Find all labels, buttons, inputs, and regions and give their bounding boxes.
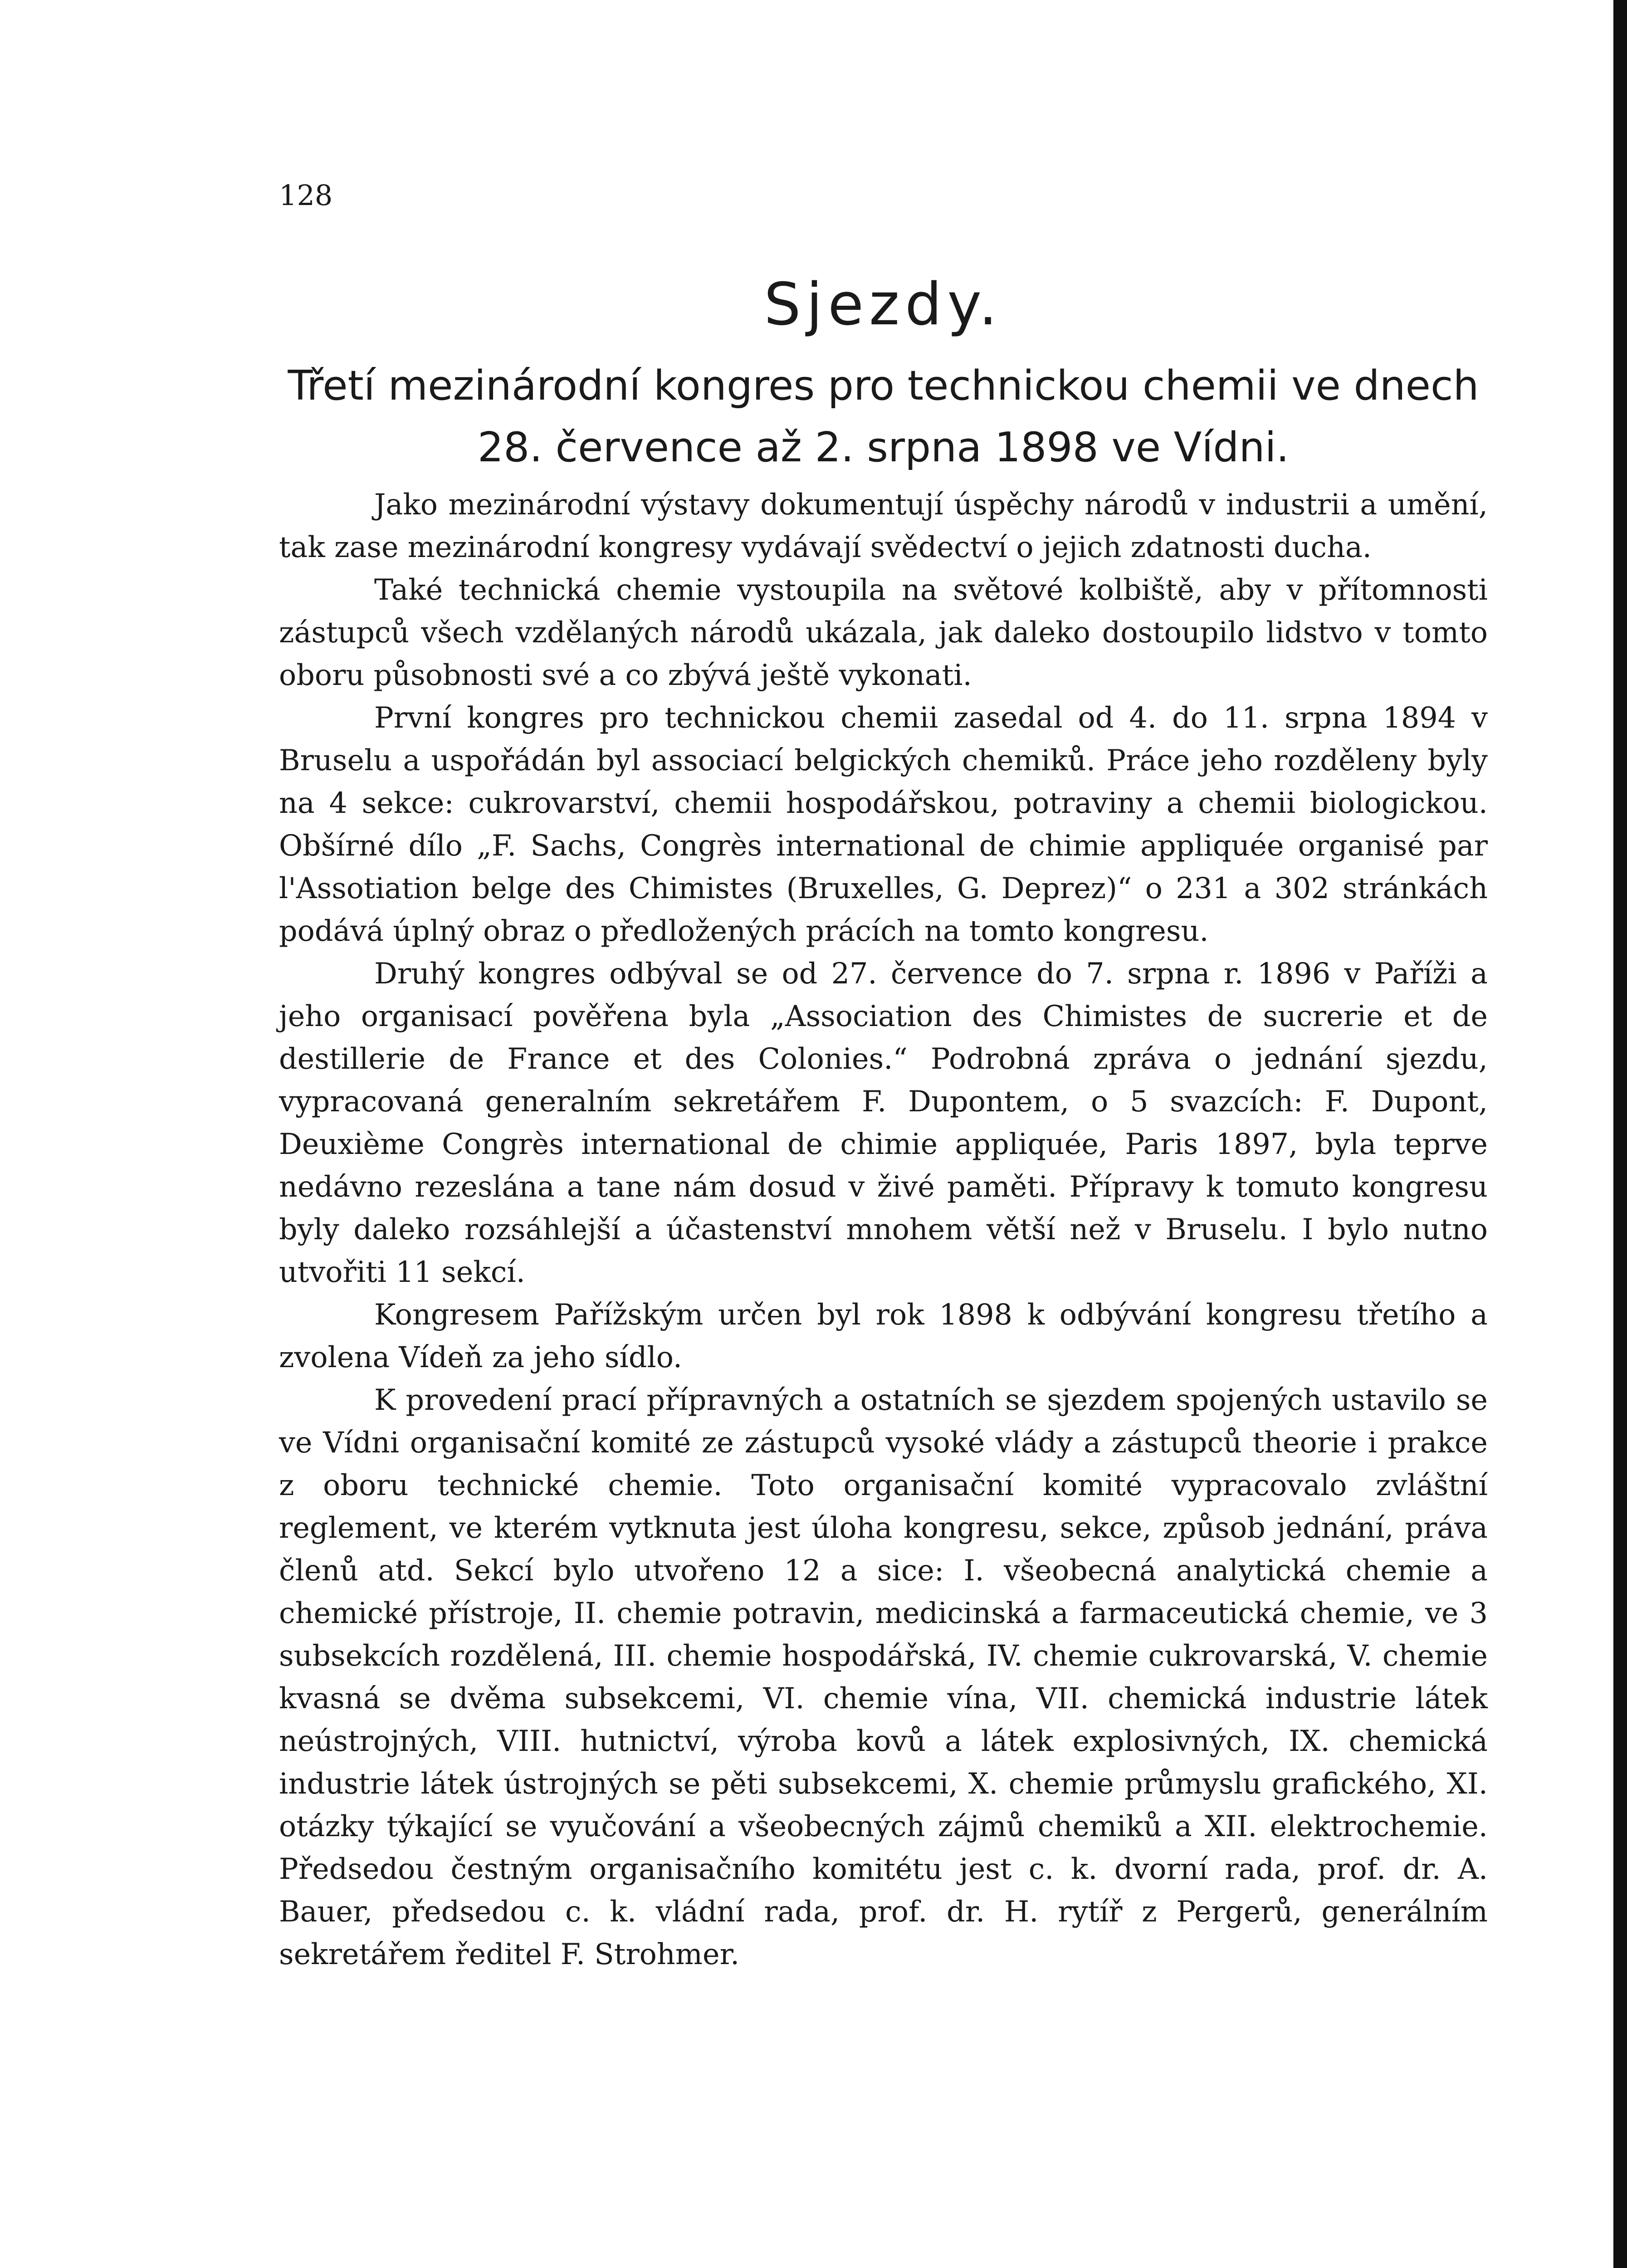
article-title-line-2: 28. července až 2. srpna 1898 ve Vídni. (477, 423, 1290, 471)
article-title-line-1: Třetí mezinárodní kongres pro technickou chemii ve dnech (288, 362, 1479, 410)
scan-border (1613, 0, 1627, 2268)
paragraph: Druhý kongres odbýval se od 27. července do 7. srpna r. 1896 v Paříži a jeho organisací pověřena byla „Association des Chimistes de sucrerie et de destillerie de France et des Colonies.“ Podrobná zpráva o jednání sjezdu, vypracovaná generalním sekretářem F. Dupontem, o 5 svazcích: F. Dupont, Deuxième Congrès international de chimie appliquée, Paris 1897, byla teprve nedávno rezeslána a tane nám dosud v živé paměti. Přípravy k tomuto kongresu byly daleko rozsáhlejší a účastenství mnohem větší než v Bruselu. I bylo nutno utvořiti 11 sekcí. (279, 956, 1488, 1289)
article-body (279, 483, 1488, 1975)
paragraph: Jako mezinárodní výstavy dokumentují úspěchy národů v industrii a umění, tak zase mezinárodní kongresy vydávají svědectví o jejich zdatnosti ducha. (279, 487, 1488, 564)
paragraph: První kongres pro technickou chemii zasedal od 4. do 11. srpna 1894 v Bruselu a uspořádán byl associací belgických chemiků. Práce jeho rozděleny byly na 4 sekce: cukrovarství, chemii hospodářskou, potraviny a chemii biologickou. Obšírné dílo „F. Sachs, Congrès international de chimie appliquée organisé par l'Assotiation belge des Chimistes (Bruxelles, G. Deprez)“ o 231 a 302 stránkách podává úplný obraz o předložených prácích na tomto kongresu. (279, 700, 1488, 948)
article-title (279, 355, 1488, 479)
paragraph: K provedení prací přípravných a ostatních se sjezdem spojených ustavilo se ve Vídni organisační komité ze zástupců vysoké vlády a zástupců theorie i prakce z oboru technické chemie. Toto organisační komité vypracovalo zvláštní reglement, ve kterém vytknuta jest úloha kongresu, sekce, způsob jednání, práva členů atd. Sekcí bylo utvořeno 12 a sice: I. všeobecná analytická chemie a chemické přístroje, II. chemie potravin, medicinská a farmaceutická chemie, ve 3 subsekcích rozdělená, III. chemie hospodářská, IV. chemie cukrovarská, V. chemie kvasná se dvěma subsekcemi, VI. chemie vína, VII. chemická industrie látek neústrojných, VIII. hutnictví, výroba kovů a látek explosivných, IX. chemická industrie látek ústrojných se pěti subsekcemi, X. chemie průmyslu grafického, XI. otázky týkající se vyučování a všeobecných zájmů chemiků a XII. elektrochemie. Předsedou čestným organisačního komitétu jest c. k. dvorní rada, prof. dr. A. Bauer, předsedou c. k. vládní rada, prof. dr. H. rytíř z Pergerů, generálním sekretářem ředitel F. Strohmer. (279, 1383, 1488, 1971)
paragraph: Také technická chemie vystoupila na světové kolbiště, aby v přítomnosti zástupců všech vzdělaných národů ukázala, jak daleko dostoupilo lidstvo v tomto oboru působnosti své a co zbývá ještě vykonati. (279, 572, 1488, 692)
page-number: 128 (279, 179, 333, 212)
paragraph: Kongresem Pařížským určen byl rok 1898 k odbývání kongresu třetího a zvolena Vídeň za jeho sídlo. (279, 1297, 1488, 1374)
section-heading: Sjezdy. (764, 271, 1003, 338)
document-page (279, 181, 1488, 1975)
